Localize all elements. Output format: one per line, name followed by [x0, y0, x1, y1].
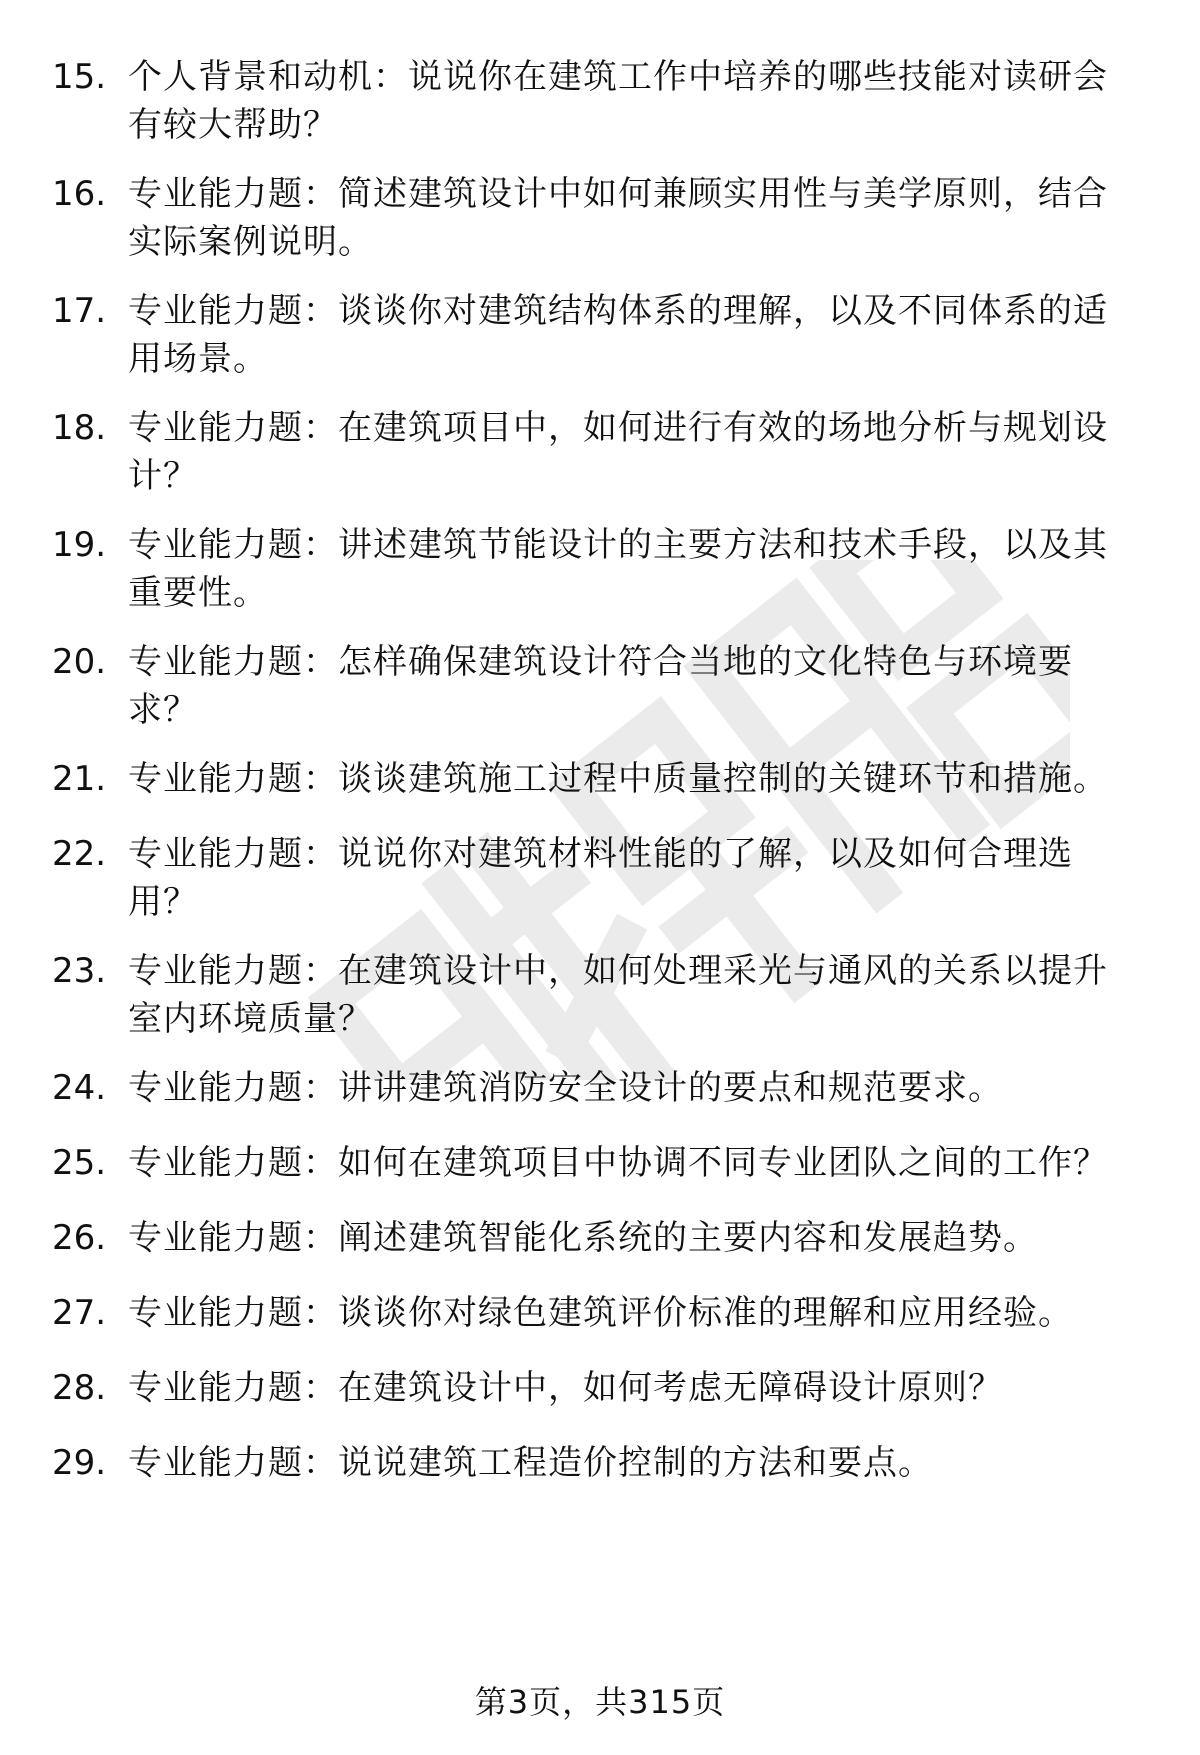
item-text: 专业能力题：在建筑设计中，如何处理采光与通风的关系以提升室内环境质量？ [128, 951, 1108, 1039]
item-number: 27. [52, 1293, 107, 1333]
item-number: 22. [52, 834, 107, 874]
item-number: 15. [52, 57, 107, 97]
item-text: 专业能力题：谈谈建筑施工过程中质量控制的关键环节和措施。 [128, 759, 1108, 799]
item-text: 个人背景和动机：说说你在建筑工作中培养的哪些技能对读研会有较大帮助？ [128, 57, 1108, 145]
item-text: 专业能力题：说说建筑工程造价控制的方法和要点。 [128, 1443, 933, 1483]
item-number: 29. [52, 1443, 107, 1483]
item-number: 16. [52, 174, 107, 214]
item-text: 专业能力题：讲述建筑节能设计的主要方法和技术手段，以及其重要性。 [128, 525, 1108, 613]
item-number: 17. [52, 291, 107, 331]
item-number: 26. [52, 1218, 107, 1258]
item-text: 专业能力题：阐述建筑智能化系统的主要内容和发展趋势。 [128, 1218, 1038, 1258]
item-text: 专业能力题：在建筑项目中，如何进行有效的场地分析与规划设计？ [128, 408, 1108, 496]
item-number: 23. [52, 951, 107, 991]
item-text: 专业能力题：谈谈你对建筑结构体系的理解，以及不同体系的适用场景。 [128, 291, 1108, 379]
item-text: 专业能力题：讲讲建筑消防安全设计的要点和规范要求。 [128, 1068, 1003, 1108]
item-text: 专业能力题：怎样确保建筑设计符合当地的文化特色与环境要求？ [128, 642, 1073, 730]
item-text: 专业能力题：说说你对建筑材料性能的了解，以及如何合理选用？ [128, 834, 1073, 922]
item-number: 18. [52, 408, 107, 448]
item-number: 19. [52, 525, 107, 565]
page-number-footer: 第3页，共315页 [474, 1683, 726, 1721]
item-number: 25. [52, 1143, 107, 1183]
item-text: 专业能力题：如何在建筑项目中协调不同专业团队之间的工作？ [128, 1143, 1108, 1183]
item-number: 21. [52, 759, 107, 799]
item-number: 24. [52, 1068, 107, 1108]
item-text: 专业能力题：谈谈你对绿色建筑评价标准的理解和应用经验。 [128, 1293, 1073, 1333]
item-number: 28. [52, 1368, 107, 1408]
item-text: 专业能力题：在建筑设计中，如何考虑无障碍设计原则？ [128, 1368, 1003, 1408]
item-number: 20. [52, 642, 107, 682]
item-text: 专业能力题：简述建筑设计中如何兼顾实用性与美学原则，结合实际案例说明。 [128, 174, 1108, 262]
